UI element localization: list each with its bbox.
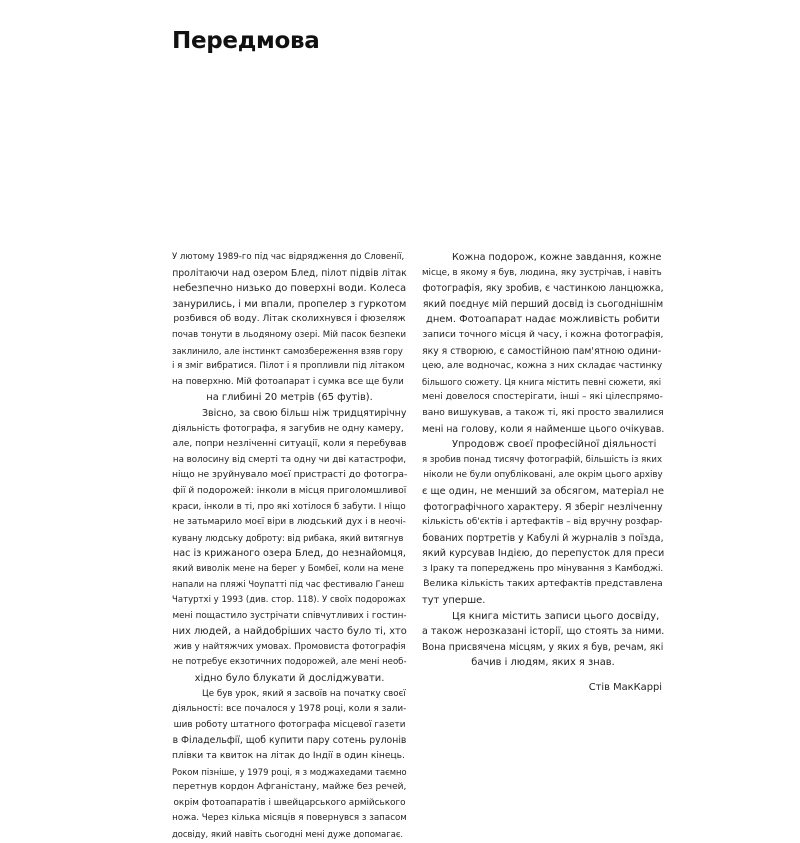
text-line: на волосину від смерті та одну чи дві катастрофи, [172,454,407,465]
text-line: ніщо не зруйнувало моєї пристрасті до фотогра- [172,470,408,481]
text-line: цею, але водночас, кожна з них складає частинку [422,361,663,372]
text-line: який виволік мене на берег у Бомбеї, коли на мене [172,563,404,574]
text-line: з Іраку та попереджень про мінування з Камбоджі. [422,563,664,574]
text-line: окрім фотоапаратів і швейцарського армійського [173,797,406,808]
right-text-column [422,250,664,696]
text-line: фотографічного характеру. Я зберіг незліченну [423,501,663,513]
text-line: я зробив понад тисячу фотографій, більшість із яких [422,454,662,465]
left-text-column [172,250,407,843]
text-line: не потребує екзотичних подорожей, але мені необ- [172,657,407,668]
text-line: У лютому 1989-го під час відрядження до Словенії, [172,252,405,262]
text-line: Кожна подорож, кожне завдання, кожне [452,252,662,263]
text-line: досвіду, який навіть сьогодні мені дуже допомагає. [172,828,404,839]
text-line: є ще один, не менший за обсягом, матеріал не [422,485,664,497]
text-line: більшого сюжету. Ця книга містить певні сюжети, які [422,376,662,387]
text-line: який поєднує мій перший досвід із сьогоднішнім [422,298,664,310]
text-line: напали на пляжі Чоупатті під час фестивалю Ганеш [172,579,405,590]
text-line: бачив і людям, яких я знав. [471,657,615,669]
text-line: шив роботу штатного фотографа місцевої газети [173,719,406,730]
text-line: розбився об воду. Літак сколихнувся і фюзеляж [173,314,406,325]
text-line: місце, в якому я був, людина, яку зустрічав, і навіть [422,267,662,278]
page-title: Передмова [172,28,320,54]
text-line: небезпечно низько до поверхні води. Колеса [172,283,407,295]
text-line: діяльність фотографа, я загубив не одну камеру, [172,423,404,434]
text-line: тут уперше. [422,595,486,607]
text-line: але, попри незліченні ситуації, коли я перебував [172,439,407,450]
text-line: Звісно, за свою більш ніж тридцятирічну [202,407,407,419]
text-line: заклинило, але інстинкт самозбереження взяв гору [172,345,403,356]
text-line: краси, інколи в ті, про які хотілося б забути. І ніщо [172,501,406,512]
text-line: а також нерозказані історії, що стоять за ними. [422,626,665,638]
text-line: бованих портретів у Кабулі й журналів з поїзда, [422,532,664,544]
text-line: Чатуртхі у 1993 (див. стор. 118). У своїх подорожах [172,595,406,606]
text-line: вано вишукував, а також ті, які просто звалилися [422,407,664,418]
text-line: Ця книга містить записи цього досвіду, [452,610,660,622]
text-line: кількість об'єктів і артефактів – від вручну розфар- [422,517,663,528]
text-line: мені на голову, коли я найменше цього очікував. [422,423,665,435]
text-line: плівки та квиток на літак до Індії в один кінець. [172,751,405,761]
text-line: кувану людську доброту: від рибака, який витягнув [172,532,404,543]
text-line: мені пощастило зустрічати співчутливих і гостин- [172,610,407,621]
text-line: на поверхню. Мій фотоапарат і сумка все ще були [172,376,404,387]
text-line: на глибині 20 метрів (65 футів). [206,392,373,404]
text-line: записи точного місця й часу, і кожна фотографія, [422,329,664,340]
text-line: нас із крижаного озера Блед, до незнайомця, [173,548,406,560]
author-signature: Стів МакКаррі [588,682,662,694]
text-line: занурились, і ми впали, пропелер з гуркотом [172,298,407,310]
text-line: і я зміг вибратися. Пілот і я пропливли під літаком [172,361,405,372]
text-line: ножа. Через кілька місяців я повернувся з запасом [172,813,407,824]
text-line: них людей, а найдобріших часто було ті, хто [172,626,407,638]
text-line: фотографія, яку зробив, є частинкою ланцюжка, [422,283,664,295]
text-line: почав тонути в льодяному озері. Мій пасок безпеки [172,329,407,340]
text-line: Це був урок, який я засвоїв на початку своєї [202,688,406,699]
text-line: яку я створюю, є самостійною пам'ятною одини- [422,345,662,357]
text-line: перетнув кордон Афганістану, майже без речей, [172,782,407,793]
text-line: не затьмарило моєї віри в людський дух і в неочі- [173,517,406,528]
text-line: який курсував Індією, до перепусток для преси [422,548,665,560]
text-line: пролітаючи над озером Блед, пілот підвів літак [172,267,407,279]
text-line: Велика кількість таких артефактів представлена [423,579,663,590]
text-line: Вона присвячена місцям, у яких я був, речам, які [422,641,664,653]
text-line: мені довелося спостерігати, інші – які цілеспрямо- [422,392,663,403]
text-line: фії й подорожей: інколи в місця приголомшливої [172,485,407,496]
text-line: діяльності: все почалося у 1978 році, коли я зали- [172,704,407,715]
text-line: в Філадельфії, щоб купити пару сотень рулонів [172,735,407,747]
text-line: хідно було блукати й досліджувати. [194,673,385,685]
text-line: жив у найтяжчих умовах. Промовиста фотографія [173,641,406,652]
text-line: днем. Фотоапарат надає можливість робити [426,314,660,326]
text-line: Роком пізніше, у 1979 році, я з моджахедами таємно [172,766,407,777]
text-line: Упродовж своєї професійної діяльності [452,439,657,451]
text-line: ніколи не були опубліковані, але окрім цього архіву [423,470,663,481]
